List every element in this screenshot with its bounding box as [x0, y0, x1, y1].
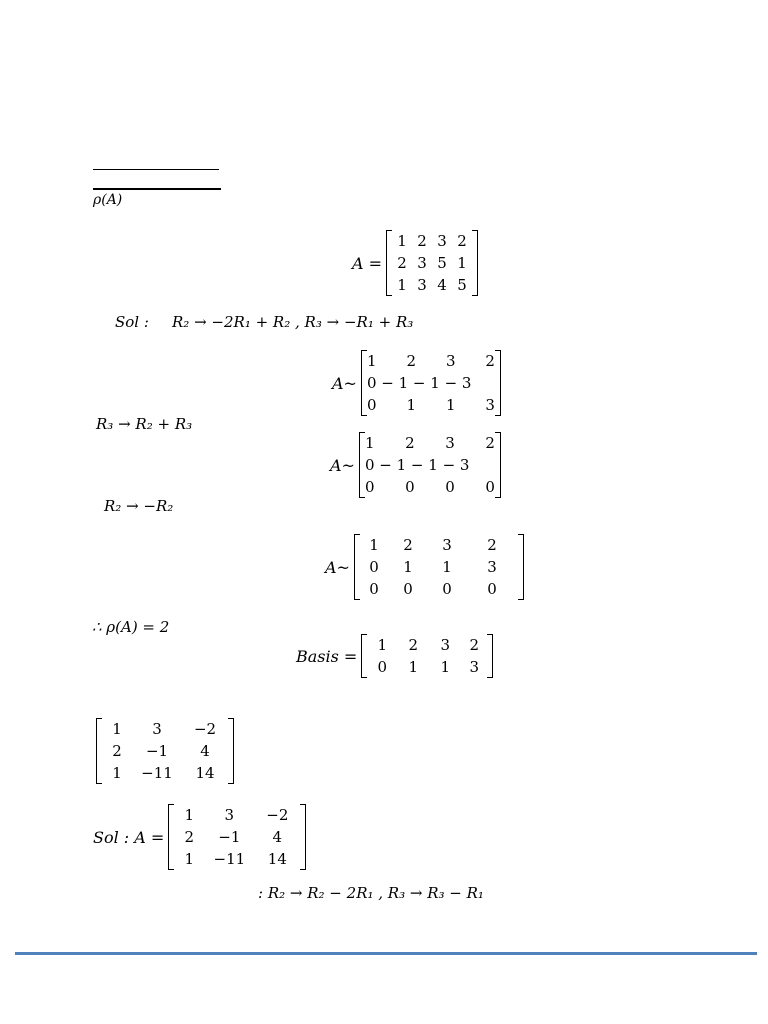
rank-heading: ρ(A): [93, 192, 123, 208]
solution-2-cell: 3: [224, 806, 235, 824]
solution-2-cell: −11: [213, 850, 246, 868]
basis-grid: [361, 634, 493, 678]
matrix-b: [96, 718, 234, 784]
basis-cell: 2: [469, 636, 480, 654]
step-3-cell: 3: [442, 536, 452, 554]
matrix-b-cell: −1: [145, 742, 169, 760]
step-2-matrix: [330, 432, 501, 498]
matrix-b-cell: −11: [141, 764, 173, 782]
basis-cell: 1: [408, 658, 419, 676]
solution-2-cell: 1: [184, 850, 195, 868]
step-3-cell: 0: [487, 580, 497, 598]
step-1-row-3: 0 1 1 3: [366, 396, 495, 414]
matrix-b-grid: [96, 718, 234, 784]
basis-cell: 1: [377, 636, 388, 654]
row-operation-2: R₃ → R₂ + R₃: [96, 415, 193, 433]
matrix-a-cell: 3: [417, 276, 427, 294]
solution-2: [93, 804, 306, 870]
step-3-cell: 0: [369, 580, 379, 598]
solution-1-prefix: Sol :: [115, 313, 149, 331]
matrix-b-cell: −2: [193, 720, 217, 738]
step-3-cell: 1: [369, 536, 379, 554]
step-3-label: A~: [325, 557, 350, 577]
basis-label: Basis =: [296, 646, 358, 666]
basis-cell: 1: [440, 658, 451, 676]
heading-rule-top: [93, 169, 219, 170]
step-3-cell: 1: [442, 558, 452, 576]
matrix-b-cell: 4: [200, 742, 210, 760]
basis-cell: 3: [440, 636, 451, 654]
solution-2-cell: 1: [184, 806, 195, 824]
matrix-a-cell: 2: [457, 232, 467, 250]
matrix-a-cell: 3: [417, 254, 427, 272]
row-operation-3: R₂ → −R₂: [104, 497, 174, 515]
step-3-cell: 3: [487, 558, 497, 576]
solution-2-cell: 14: [267, 850, 287, 868]
step-2-row-3: 0 0 0 0: [364, 478, 495, 496]
step-1-matrix: [332, 350, 501, 416]
matrix-a-cell: 5: [457, 276, 467, 294]
solution-2-cell: −2: [266, 806, 289, 824]
step-3-cell: 2: [403, 536, 413, 554]
step-1-row-1: 1 2 3 2: [366, 352, 495, 370]
step-3-cell: 1: [403, 558, 413, 576]
step-2-grid: [359, 432, 501, 498]
matrix-a-cell: 2: [417, 232, 427, 250]
basis-cell: 3: [469, 658, 480, 676]
heading-rule-bottom: [93, 188, 221, 190]
matrix-b-cell: 1: [112, 764, 122, 782]
solution-2-cell: 4: [272, 828, 283, 846]
matrix-a-cell: 4: [437, 276, 447, 294]
matrix-b-cell: 3: [152, 720, 162, 738]
step-3-cell: 0: [369, 558, 379, 576]
step-1-row-2: 0 − 1 − 1 − 3: [366, 374, 472, 392]
matrix-a-cell: 1: [397, 232, 407, 250]
matrix-a-cell: 1: [397, 276, 407, 294]
rank-result: ∴ ρ(A) = 2: [92, 618, 170, 636]
step-1-grid: [361, 350, 501, 416]
step-3-matrix: [325, 534, 524, 600]
solution-1-ops: R₂ → −2R₁ + R₂ , R₃ → −R₁ + R₃: [172, 313, 414, 331]
step-3-grid: [354, 534, 524, 600]
basis-matrix: [296, 634, 493, 678]
matrix-b-cell: 14: [195, 764, 215, 782]
matrix-a-label: A =: [352, 253, 383, 273]
step-2-row-2: 0 − 1 − 1 − 3: [364, 456, 470, 474]
matrix-a-cell: 3: [437, 232, 447, 250]
matrix-a-grid: [386, 230, 478, 296]
matrix-b-cell: 1: [112, 720, 122, 738]
basis-cell: 2: [408, 636, 419, 654]
step-3-cell: 0: [403, 580, 413, 598]
solution-2-cell: 2: [184, 828, 195, 846]
step-3-cell: 2: [487, 536, 497, 554]
matrix-a-cell: 2: [397, 254, 407, 272]
solution-2-cell: −1: [218, 828, 241, 846]
step-1-label: A~: [332, 373, 357, 393]
step-2-row-1: 1 2 3 2: [364, 434, 495, 452]
step-2-label: A~: [330, 455, 355, 475]
solution-2-grid: [168, 804, 306, 870]
matrix-b-cell: 2: [112, 742, 122, 760]
row-operation-4: : R₂ → R₂ − 2R₁ , R₃ → R₃ − R₁: [258, 884, 484, 902]
matrix-a-cell: 1: [457, 254, 467, 272]
step-3-cell: 0: [442, 580, 452, 598]
basis-cell: 0: [377, 658, 388, 676]
footer-rule: [15, 952, 757, 955]
solution-2-label: Sol : A =: [93, 827, 165, 847]
matrix-a-cell: 5: [437, 254, 447, 272]
matrix-a: [352, 230, 478, 296]
